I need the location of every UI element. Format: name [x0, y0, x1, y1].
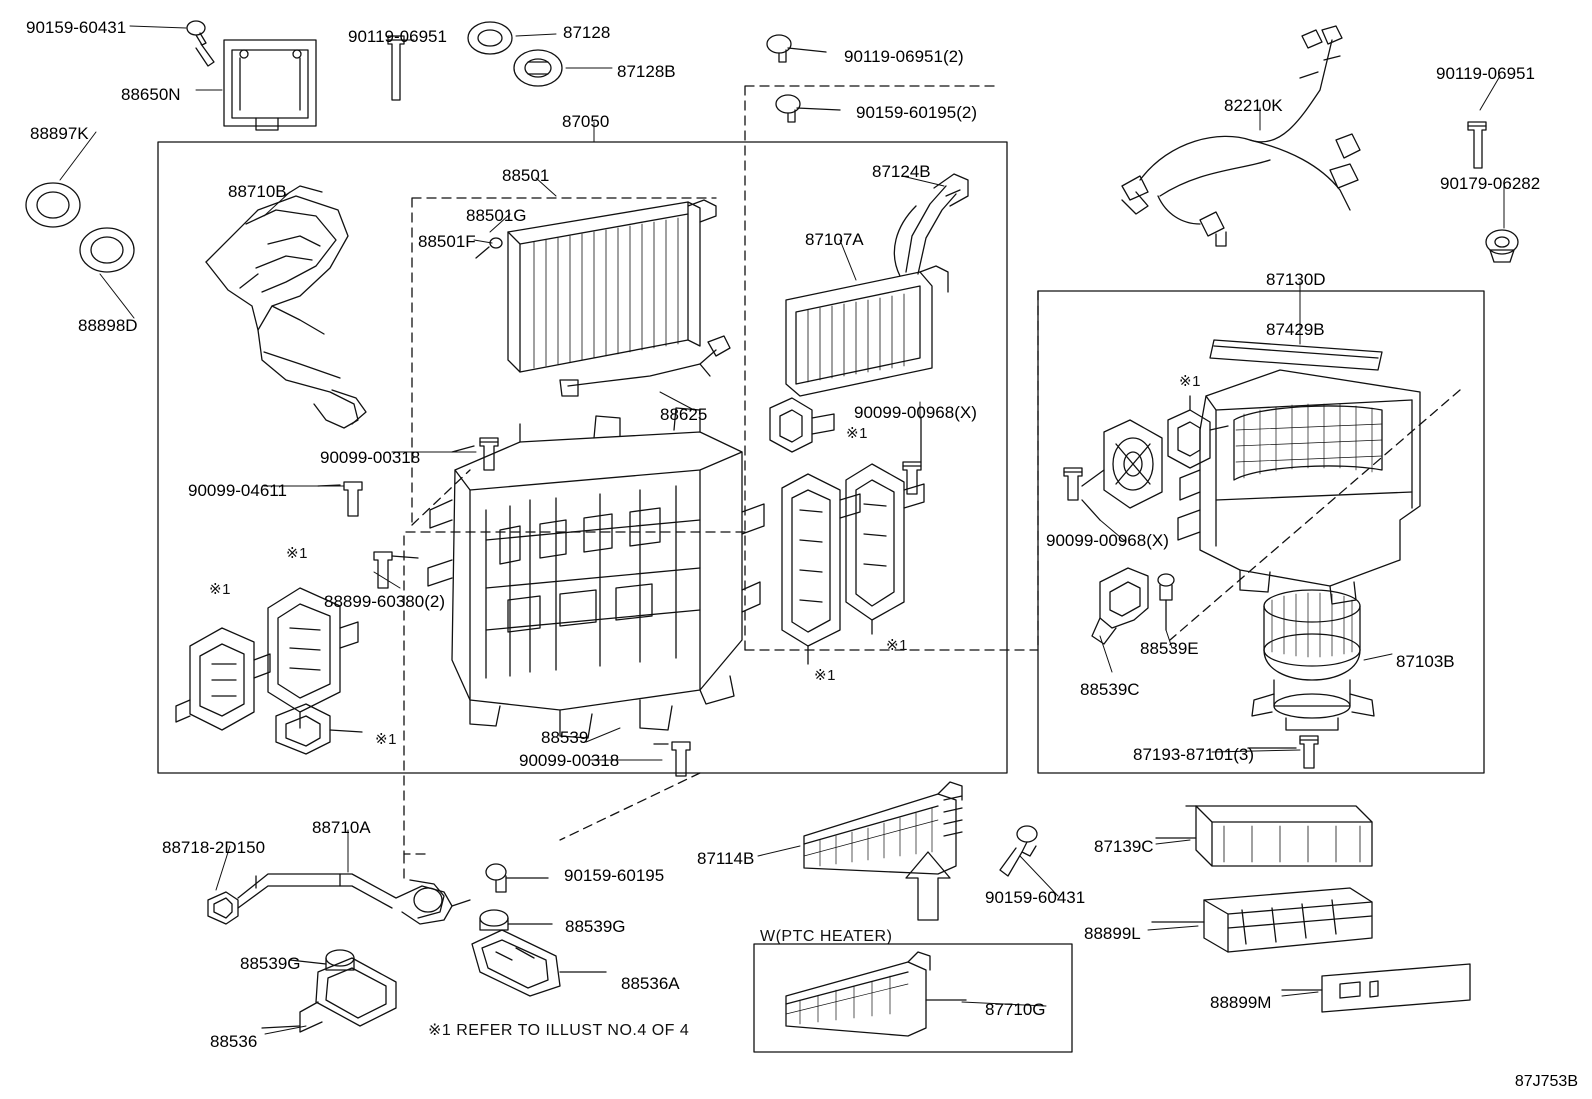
- part-label-88539G-left: 88539G: [240, 954, 301, 973]
- part-label-87130D: 87130D: [1266, 270, 1326, 289]
- part-label-88899M: 88899M: [1210, 993, 1272, 1012]
- part-label-90099-04611: 90099-04611: [188, 481, 287, 500]
- part-label-87124B: 87124B: [872, 162, 931, 181]
- part-label-87193-87101-3: 87193-87101(3): [1133, 745, 1254, 764]
- part-label-88501F: 88501F: [418, 232, 476, 251]
- marker-note-1-f: ※1: [814, 667, 836, 684]
- part-label-88501G: 88501G: [466, 206, 527, 225]
- part-label-87710G: 87710G: [985, 1000, 1046, 1019]
- part-label-88536A: 88536A: [621, 974, 680, 993]
- part-label-90119-06951-right: 90119-06951: [1436, 64, 1535, 83]
- part-label-90119-06951-2: 90119-06951(2): [844, 47, 964, 66]
- part-label-88539C: 88539C: [1080, 680, 1140, 699]
- part-label-90159-60431-bottom: 90159-60431: [985, 888, 1086, 907]
- part-label-90159-60195: 90159-60195: [564, 866, 665, 885]
- part-label-88501: 88501: [502, 166, 550, 185]
- part-label-87050: 87050: [562, 112, 610, 131]
- part-label-88897K: 88897K: [30, 124, 89, 143]
- note-refer-illust: ※1 REFER TO ILLUST NO.4 OF 4: [428, 1022, 690, 1039]
- part-label-88899-60380-2: 88899-60380(2): [324, 592, 445, 611]
- part-label-87107A: 87107A: [805, 230, 864, 249]
- part-label-88899L: 88899L: [1084, 924, 1141, 943]
- part-label-87114B: 87114B: [697, 849, 755, 868]
- part-label-82210K: 82210K: [1224, 96, 1283, 115]
- part-label-88539E: 88539E: [1140, 639, 1199, 658]
- part-label-88625: 88625: [660, 405, 708, 424]
- part-label-90099-00968-x-bottom: 90099-00968(X): [1046, 531, 1169, 550]
- part-label-90179-06282: 90179-06282: [1440, 174, 1541, 193]
- part-label-87128B: 87128B: [617, 62, 676, 81]
- part-label-88536: 88536: [210, 1032, 258, 1051]
- marker-note-1-a: ※1: [1179, 373, 1201, 390]
- marker-note-1-d: ※1: [209, 581, 231, 598]
- part-label-87429B: 87429B: [1266, 320, 1325, 339]
- part-label-90099-00318-bottom: 90099-00318: [519, 751, 620, 770]
- part-label-88539G-right: 88539G: [565, 917, 626, 936]
- part-label-88898D: 88898D: [78, 316, 138, 335]
- sheet-code: 87J753B: [1514, 1073, 1578, 1090]
- part-label-90099-00318-top: 90099-00318: [320, 448, 421, 467]
- marker-note-1-g: ※1: [375, 731, 397, 748]
- part-label-90119-06951-top: 90119-06951: [348, 27, 447, 46]
- marker-note-1-e: ※1: [886, 637, 908, 654]
- part-label-90159-60431-top: 90159-60431: [26, 18, 127, 37]
- part-label-90099-00968-x-top: 90099-00968(X): [854, 403, 977, 422]
- part-label-88539: 88539: [541, 728, 589, 747]
- note-ptc-heater: W(PTC HEATER): [760, 928, 893, 945]
- marker-note-1-b: ※1: [846, 425, 868, 442]
- part-label-88650N: 88650N: [121, 85, 181, 104]
- part-label-87128: 87128: [563, 23, 611, 42]
- marker-note-1-c: ※1: [286, 545, 308, 562]
- part-label-87139C: 87139C: [1094, 837, 1154, 856]
- part-label-88710A: 88710A: [312, 818, 371, 837]
- part-label-88718-2D150: 88718-2D150: [162, 838, 266, 857]
- part-label-88710B: 88710B: [228, 182, 287, 201]
- part-label-90159-60195-2: 90159-60195(2): [856, 103, 977, 122]
- part-label-87103B: 87103B: [1396, 652, 1455, 671]
